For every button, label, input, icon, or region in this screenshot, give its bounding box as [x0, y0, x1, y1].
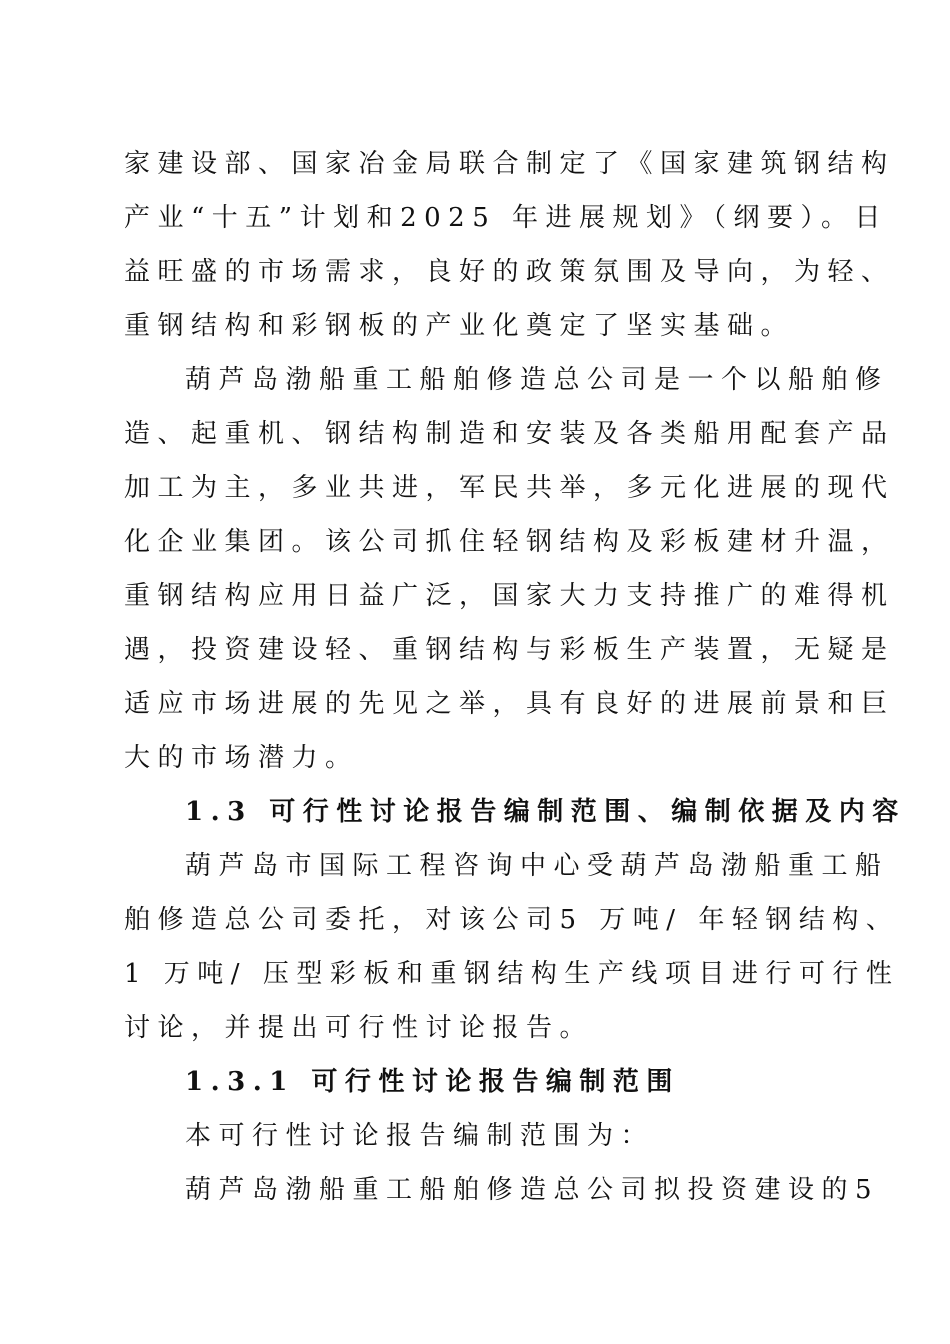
text-line: 化企业集团。该公司抓住轻钢结构及彩板建材升温，	[124, 527, 895, 557]
text-line: 遇，投资建设轻、重钢结构与彩板生产装置，无疑是	[124, 635, 895, 665]
paragraph-first-line: 葫芦岛渤船重工船舶修造总公司拟投资建设的5	[185, 1175, 880, 1205]
text-line: 重钢结构和彩钢板的产业化奠定了坚实基础。	[124, 311, 795, 341]
text-line: 家建设部、国家冶金局联合制定了《国家建筑钢结构	[124, 149, 895, 179]
section-heading: 1.3 可行性讨论报告编制范围、编制依据及内容	[185, 797, 906, 827]
paragraph-first-line: 葫芦岛渤船重工船舶修造总公司是一个以船舶修	[185, 365, 889, 395]
text-line: 益旺盛的市场需求，良好的政策氛围及导向，为轻、	[124, 257, 895, 287]
text-line: 产业“十五”计划和2025 年进展规划》（纲要）。日	[124, 203, 889, 233]
text-line: 大的市场潜力。	[124, 743, 359, 773]
text-line: 造、起重机、钢结构制造和安装及各类船用配套产品	[124, 419, 895, 449]
paragraph-first-line: 葫芦岛市国际工程咨询中心受葫芦岛渤船重工船	[185, 851, 889, 881]
text-line: 加工为主，多业共进，军民共举，多元化进展的现代	[124, 473, 895, 503]
subsection-heading: 1.3.1 可行性讨论报告编制范围	[185, 1067, 680, 1097]
text-line: 重钢结构应用日益广泛，国家大力支持推广的难得机	[124, 581, 895, 611]
text-line: 1 万吨/ 压型彩板和重钢结构生产线项目进行可行性	[124, 959, 900, 989]
text-line: 讨论，并提出可行性讨论报告。	[124, 1013, 594, 1043]
text-line: 适应市场进展的先见之举，具有良好的进展前景和巨	[124, 689, 895, 719]
paragraph-first-line: 本可行性讨论报告编制范围为：	[185, 1121, 655, 1151]
text-line: 舶修造总公司委托，对该公司5 万吨/ 年轻钢结构、	[124, 905, 900, 935]
